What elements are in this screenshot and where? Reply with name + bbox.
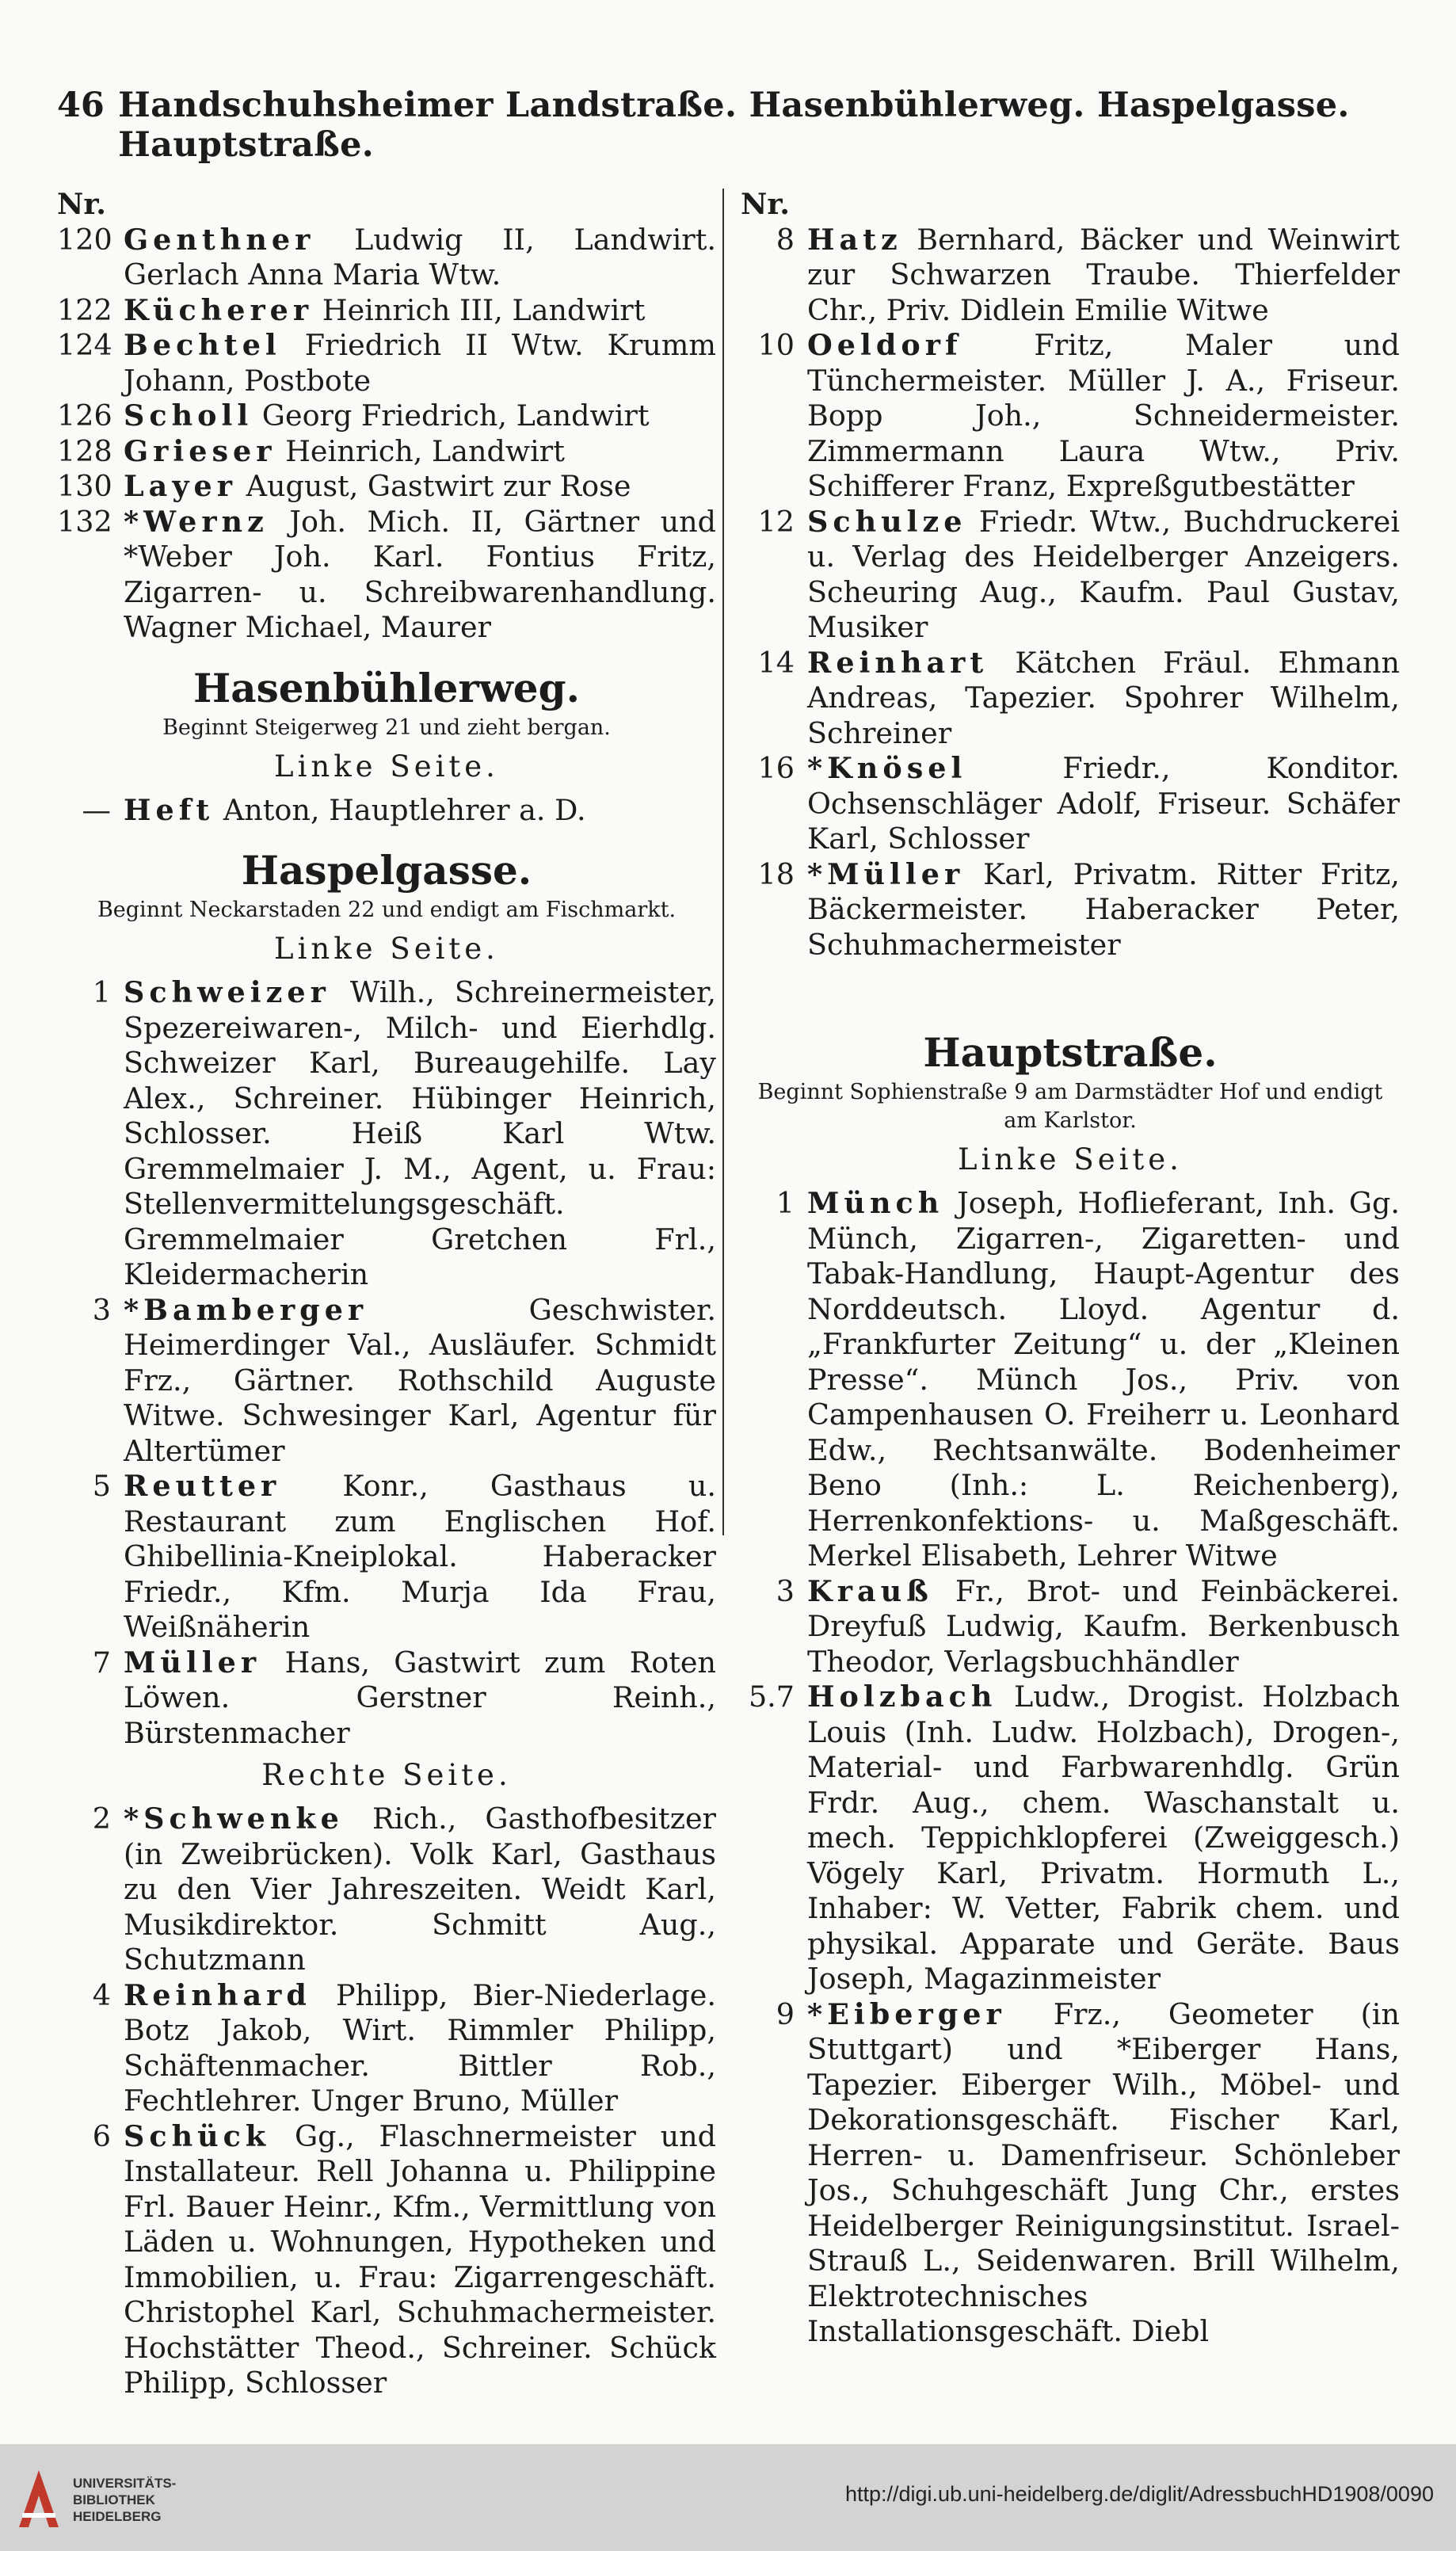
resident-details: Frz., Geometer (in Stuttgart) und *Eiberger Hans, Tapezier. Eiberger Wilh., Möbel- und Dekorationsgeschäft. Fischer Karl, Herren- u. Damenfriseur. Schönleber Jos., Schuhgeschäft Jung Chr., erstes Heidelberger Reinigungsinstitut. Israel-Strauß L., Seidenwaren. Brill Wilhelm, Elektrotechnisches Installationsgeschäft. Diebl bbox=[807, 1996, 1400, 2348]
entry-text bbox=[807, 328, 1400, 505]
resident-details: Hans, Gastwirt zum Roten Löwen. Gerstner Reinh., Bürstenmacher bbox=[124, 1645, 716, 1750]
entry-text bbox=[124, 975, 716, 1293]
footer-bar bbox=[0, 2444, 1456, 2551]
address-entry bbox=[57, 505, 716, 646]
entry-text bbox=[124, 505, 716, 646]
resident-name: Layer bbox=[124, 469, 237, 503]
resident-name: Reinhard bbox=[124, 1977, 311, 2012]
entry-text bbox=[124, 223, 716, 293]
resident-details: Joseph, Hoflieferant, Inh. Gg. Münch, Zigarren-, Zigaretten- und Tabak-Handlung, Haupt-Agentur des Norddeutsch. Lloyd. Agentur d. „Frankfurter Zeitung“ u. der „Kleinen Presse“. Münch Jos., Priv. von Campenhausen O. Freiherr u. Leonhard Edw., Rechtsanwälte. Bodenheimer Beno (Inh.: L. Reichenberg), Herrenkonfektions- u. Maßgeschäft. Merkel Elisabeth, Lehrer Witwe bbox=[807, 1186, 1400, 1573]
section-gap bbox=[741, 963, 1400, 1010]
side-label: Linke Seite. bbox=[274, 932, 499, 966]
resident-name: Reutter bbox=[124, 1469, 281, 1503]
address-entry bbox=[57, 223, 716, 293]
house-number: 8 bbox=[776, 222, 795, 257]
resident-details: Friedr., Konditor. Ochsenschläger Adolf, Friseur. Schäfer Karl, Schlosser bbox=[807, 751, 1400, 856]
side-label: Linke Seite. bbox=[274, 749, 499, 784]
column-divider bbox=[722, 189, 724, 1535]
nr-heading: Nr. bbox=[57, 187, 106, 221]
haspelgasse-left-entries bbox=[57, 975, 716, 1751]
resident-name: Münch bbox=[807, 1186, 944, 1220]
resident-details: Rich., Gasthofbesitzer (in Zweibrücken). Volk Karl, Gasthaus zu den Vier Jahreszeiten. Weidt Karl, Musikdirektor. Schmitt Aug., Schutzmann bbox=[124, 1802, 716, 1977]
right-continued-entries bbox=[741, 223, 1400, 963]
resident-name: *Wernz bbox=[124, 504, 269, 539]
entry-text bbox=[807, 751, 1400, 857]
resident-name: Schulze bbox=[807, 504, 967, 539]
resident-name: *Knösel bbox=[807, 751, 967, 785]
house-number: 12 bbox=[757, 504, 795, 539]
resident-name: *Bamberger bbox=[124, 1292, 368, 1327]
right-column bbox=[741, 187, 1400, 2350]
resident-details: Friedrich II Wtw. Krumm Johann, Postbote bbox=[124, 328, 716, 398]
house-number: 120 bbox=[57, 222, 112, 257]
house-number: — bbox=[82, 792, 111, 827]
address-entry bbox=[57, 1645, 716, 1752]
left-column bbox=[57, 187, 716, 2401]
section-title-hauptstrasse: Hauptstraße. bbox=[923, 1029, 1218, 1076]
house-number: 2 bbox=[92, 1802, 111, 1836]
entry-text bbox=[124, 434, 716, 470]
resident-details: Wilh., Schreinermeister, Spezereiwaren-, Milch- und Eierhdlg. Schweizer Karl, Bureaugehilfe. Lay Alex., Schreiner. Hübinger Heinrich, Schlosser. Heiß Karl Wtw. Gremmelmaier J. M., Agent, u. Frau: Stellenvermittelungsgeschäft. Gremmelmaier Gretchen Frl., Kleidermacherin bbox=[124, 975, 716, 1291]
resident-details: Heinrich, Landwirt bbox=[276, 433, 565, 468]
resident-details: Kätchen Fräul. Ehmann Andreas, Tapezier. Spohrer Wilhelm, Schreiner bbox=[807, 645, 1400, 750]
left-continued-entries bbox=[57, 223, 716, 646]
address-entry bbox=[741, 505, 1400, 646]
resident-details: Anton, Hauptlehrer a. D. bbox=[214, 792, 586, 827]
house-number: 1 bbox=[776, 1186, 795, 1220]
entry-text bbox=[124, 1978, 716, 2119]
resident-name: Krauß bbox=[807, 1573, 933, 1608]
resident-name: *Müller bbox=[807, 856, 965, 891]
resident-details: Friedr. Wtw., Buchdruckerei u. Verlag des Heidelberger Anzeigers. Scheuring Aug., Kaufm. Paul Gustav, Musiker bbox=[807, 504, 1400, 644]
logo-line: BIBLIOTHEK bbox=[73, 2492, 155, 2507]
resident-details: Fritz, Maler und Tünchermeister. Müller J. A., Friseur. Bopp Joh., Schneidermeister. Zimmermann Laura Wtw., Priv. Schifferer Franz, Expreßgutbestätter bbox=[807, 328, 1400, 503]
nr-heading: Nr. bbox=[741, 187, 790, 221]
entry-text bbox=[807, 223, 1400, 329]
address-entry bbox=[741, 1574, 1400, 1680]
resident-name: Scholl bbox=[124, 398, 253, 433]
house-number: 7 bbox=[92, 1645, 111, 1680]
resident-name: Schweizer bbox=[124, 975, 330, 1009]
section-begin-haspelgasse: Beginnt Neckarstaden 22 und endigt am Fischmarkt. bbox=[97, 898, 677, 922]
resident-name: Holzbach bbox=[807, 1680, 997, 1714]
resident-name: Heft bbox=[124, 792, 215, 827]
resident-details: Joh. Mich. II, Gärtner und *Weber Joh. Karl. Fontius Fritz, Zigarren- u. Schreibwarenhandlung. Wagner Michael, Maurer bbox=[124, 504, 716, 644]
entry-text bbox=[124, 2119, 716, 2401]
address-entry bbox=[57, 328, 716, 398]
address-entry bbox=[57, 1978, 716, 2119]
side-label: Linke Seite. bbox=[958, 1142, 1183, 1176]
section-title-haspelgasse: Haspelgasse. bbox=[241, 847, 532, 894]
entry-text bbox=[807, 1997, 1400, 2350]
house-number: 3 bbox=[776, 1573, 795, 1608]
resident-name: Oeldorf bbox=[807, 328, 962, 362]
address-entry bbox=[741, 646, 1400, 752]
resident-name: Schück bbox=[124, 2118, 271, 2153]
entry-text bbox=[124, 1645, 716, 1752]
house-number: 124 bbox=[57, 328, 112, 362]
address-entry bbox=[741, 328, 1400, 505]
section-begin-hasenbuehlerweg: Beginnt Steigerweg 21 und zieht bergan. bbox=[162, 715, 611, 740]
section-title-hasenbuehlerweg: Hasenbühlerweg. bbox=[193, 664, 580, 711]
address-entry bbox=[57, 975, 716, 1293]
house-number: 130 bbox=[57, 469, 112, 503]
library-logo[interactable] bbox=[11, 2460, 193, 2539]
address-entry bbox=[741, 1186, 1400, 1574]
resident-name: Kücherer bbox=[124, 292, 314, 327]
entry-text bbox=[807, 1680, 1400, 1997]
entry-text bbox=[124, 398, 716, 434]
house-number: 10 bbox=[757, 328, 795, 362]
side-label: Rechte Seite. bbox=[261, 1758, 512, 1792]
page-number: 46 bbox=[57, 86, 105, 125]
house-number: 16 bbox=[757, 751, 795, 785]
resident-details: August, Gastwirt zur Rose bbox=[236, 469, 631, 503]
resident-details: Ludwig II, Landwirt. Gerlach Anna Maria Wtw. bbox=[124, 222, 716, 292]
address-entry bbox=[57, 434, 716, 470]
resident-details: Philipp, Bier-Niederlage. Botz Jakob, Wirt. Rimmler Philipp, Schäftenmacher. Bittler Rob., Fechtlehrer. Unger Bruno, Müller bbox=[124, 1977, 716, 2118]
house-number: 18 bbox=[757, 856, 795, 891]
house-number: 5.7 bbox=[748, 1680, 795, 1714]
resident-details: Georg Friedrich, Landwirt bbox=[253, 398, 650, 433]
resident-details: Karl, Privatm. Ritter Fritz, Bäckermeister. Haberacker Peter, Schuhmachermeister bbox=[807, 856, 1400, 962]
resident-details: Gg., Flaschnermeister und Installateur. Rell Johanna u. Philippine Frl. Bauer Heinr., Kfm., Vermittlung von Läden u. Wohnungen, Hypotheken und Immobilien, u. Frau: Zigarrengeschäft. Christophel Karl, Schuhmachermeister. Hochstätter Theod., Schreiner. Schück Philipp, Schlosser bbox=[124, 2118, 716, 2400]
house-number: 9 bbox=[776, 1996, 795, 2031]
address-entry bbox=[57, 398, 716, 434]
address-entry bbox=[741, 1680, 1400, 1997]
house-number: 128 bbox=[57, 433, 112, 468]
resident-name: *Schwenke bbox=[124, 1802, 344, 1836]
resident-details: Ludw., Drogist. Holzbach Louis (Inh. Ludw. Holzbach), Drogen-, Material- und Farbwarenhdlg. Grün Frdr. Aug., chem. Waschanstalt u. mech. Teppichklopferei (Zweiggesch.) Vögely Karl, Privatm. Hormuth L., Inhaber: W. Vetter, Fabrik chem. und physikal. Apparate und Geräte. Baus Joseph, Magazinmeister bbox=[807, 1680, 1400, 1996]
entry-text bbox=[807, 857, 1400, 963]
page-header bbox=[57, 86, 1404, 165]
address-entry bbox=[741, 223, 1400, 329]
resident-name: Bechtel bbox=[124, 328, 281, 362]
resident-details: Konr., Gasthaus u. Restaurant zum Englischen Hof. Ghibellinia-Kneiplokal. Haberacker Friedr., Kfm. Murja Ida Frau, Weißnäherin bbox=[124, 1469, 716, 1644]
resident-name: Reinhart bbox=[807, 645, 989, 680]
address-entry bbox=[57, 793, 716, 829]
address-entry bbox=[57, 469, 716, 505]
page-title: Handschuhsheimer Landstraße. Hasenbühlerweg. Haspelgasse. Hauptstraße. bbox=[118, 86, 1350, 165]
entry-text bbox=[124, 469, 716, 505]
house-number: 5 bbox=[92, 1469, 111, 1503]
address-entry bbox=[57, 1293, 716, 1470]
entry-text bbox=[807, 1186, 1400, 1574]
resident-details: Bernhard, Bäcker und Weinwirt zur Schwarzen Traube. Thierfelder Chr., Priv. Didlein Emilie Witwe bbox=[807, 222, 1400, 327]
house-number: 14 bbox=[757, 645, 795, 680]
logo-text bbox=[73, 2475, 176, 2525]
entry-text bbox=[124, 328, 716, 398]
entry-text bbox=[124, 1802, 716, 1978]
section-begin-hauptstrasse: Beginnt Sophienstraße 9 am Darmstädter Hof und endigt am Karlstor. bbox=[757, 1080, 1383, 1133]
resident-name: *Eiberger bbox=[807, 1996, 1006, 2031]
address-entry bbox=[741, 1997, 1400, 2350]
resident-name: Hatz bbox=[807, 222, 902, 257]
resident-name: Müller bbox=[124, 1645, 261, 1680]
address-entry bbox=[57, 2119, 716, 2401]
address-entry bbox=[57, 293, 716, 329]
entry-text bbox=[807, 1574, 1400, 1680]
house-number: 126 bbox=[57, 398, 112, 433]
house-number: 132 bbox=[57, 504, 112, 539]
resident-details: Fr., Brot- und Feinbäckerei. Dreyfuß Ludwig, Kaufm. Berkenbusch Theodor, Verlagsbuchhändler bbox=[807, 1573, 1400, 1679]
entry-text bbox=[124, 1293, 716, 1470]
resident-name: Genthner bbox=[124, 222, 315, 257]
source-url-link[interactable]: http://digi.ub.uni-heidelberg.de/diglit/AdressbuchHD1908/0090 bbox=[844, 2482, 1434, 2506]
house-number: 4 bbox=[92, 1977, 111, 2012]
resident-details: Heinrich III, Landwirt bbox=[313, 292, 646, 327]
entry-text bbox=[124, 293, 716, 329]
resident-details: Geschwister. Heimerdinger Val., Ausläufer. Schmidt Frz., Gärtner. Rothschild Auguste Witwe. Schwesinger Karl, Agentur für Altertümer bbox=[124, 1292, 716, 1468]
house-number: 1 bbox=[92, 975, 111, 1009]
address-entry bbox=[741, 857, 1400, 963]
logo-line: UNIVERSITÄTS- bbox=[73, 2475, 177, 2491]
address-entry bbox=[57, 1802, 716, 1978]
entry-text bbox=[807, 646, 1400, 752]
house-number: 6 bbox=[92, 2118, 111, 2153]
resident-name: Grieser bbox=[124, 433, 276, 468]
address-entry bbox=[57, 1469, 716, 1645]
house-number: 3 bbox=[92, 1292, 111, 1327]
entry-text bbox=[124, 793, 716, 829]
entry-text bbox=[124, 1469, 716, 1645]
logo-line: HEIDELBERG bbox=[73, 2508, 162, 2524]
address-entry bbox=[741, 751, 1400, 857]
library-seal-icon bbox=[11, 2464, 67, 2535]
haspelgasse-right-entries bbox=[57, 1802, 716, 2401]
hauptstrasse-entries bbox=[741, 1186, 1400, 2350]
entry-text bbox=[807, 505, 1400, 646]
house-number: 122 bbox=[57, 292, 112, 327]
